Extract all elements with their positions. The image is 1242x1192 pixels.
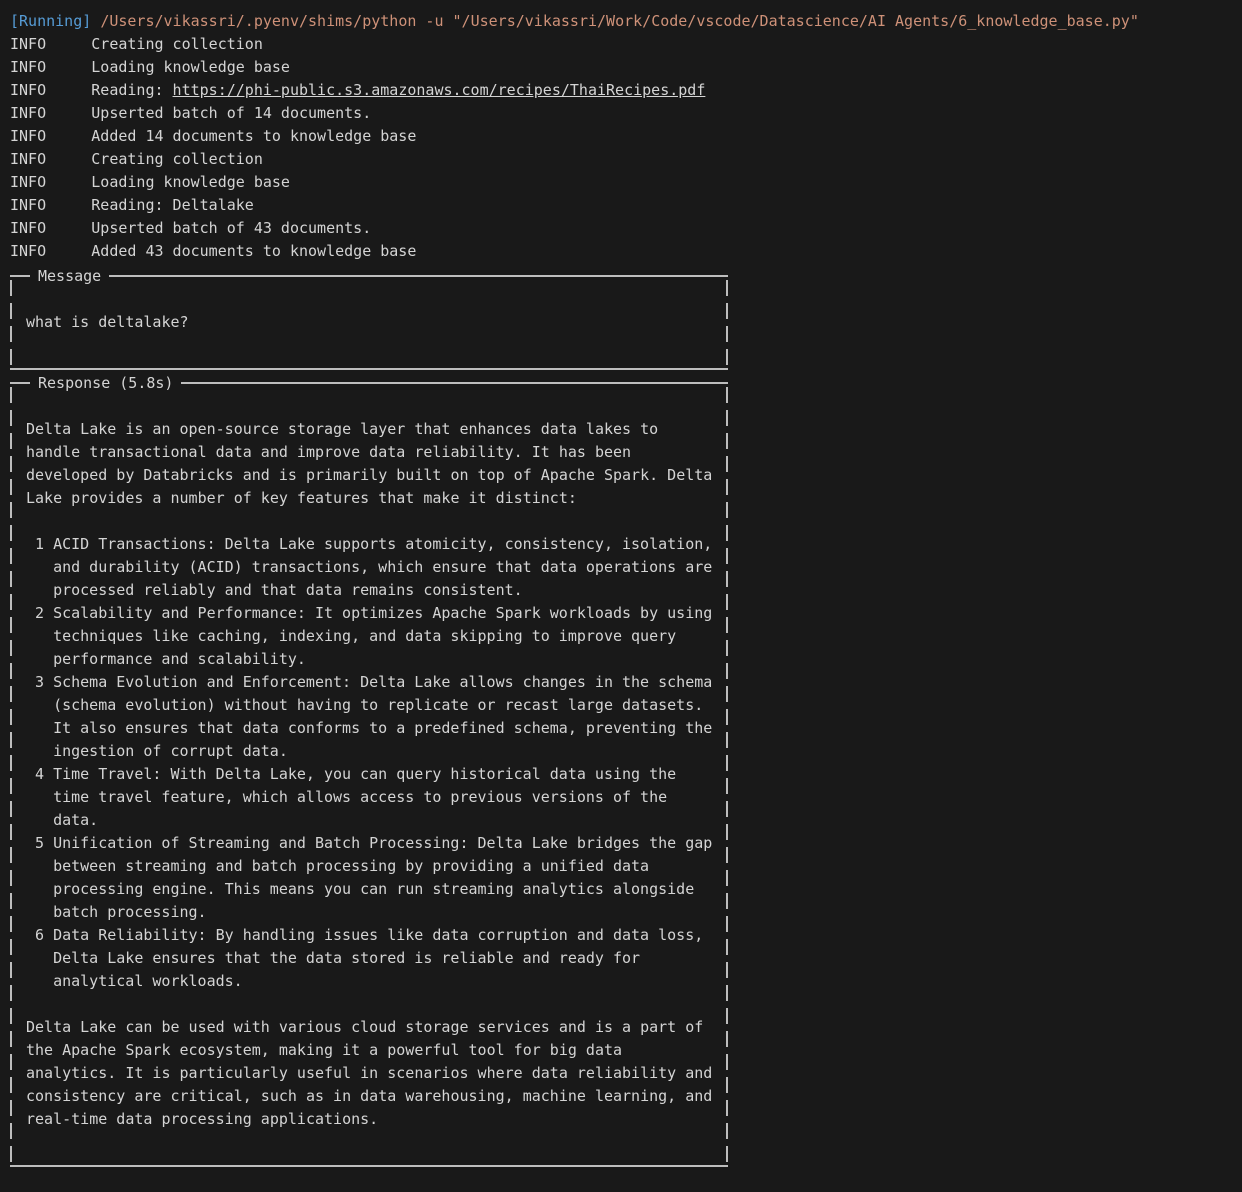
log-level-label: INFO: [10, 219, 47, 237]
response-panel-title: Response (5.8s): [30, 372, 181, 395]
log-line: [10, 33, 1242, 56]
list-item: [26, 832, 712, 924]
log-message: Added 43 documents to knowledge base: [91, 242, 417, 260]
log-level-label: INFO: [10, 150, 47, 168]
log-level-label: INFO: [10, 104, 47, 122]
log-level-label: INFO: [10, 58, 47, 76]
log-level-label: INFO: [10, 127, 47, 145]
log-message: Added 14 documents to knowledge base: [91, 127, 417, 145]
running-status-badge: [Running]: [10, 12, 92, 30]
list-item-number: 5: [35, 834, 45, 852]
log-level-label: INFO: [10, 242, 47, 260]
log-level-label: INFO: [10, 35, 47, 53]
log-level-label: INFO: [10, 173, 47, 191]
list-item-text: Time Travel: With Delta Lake, you can query historical data using the time travel feature, which allows access to previous versions of the data.: [53, 765, 677, 829]
response-intro: Delta Lake is an open-source storage layer that enhances data lakes to handle transactional data and improve data reliability. It has been developed by Databricks and is primarily built on top of Apache Spark. Delta Lake provides a number of key features that make it distinct:: [26, 420, 713, 507]
list-item-number: 3: [35, 673, 45, 691]
log-message: Upserted batch of 43 documents.: [91, 219, 372, 237]
list-item-text: Scalability and Performance: It optimizes Apache Spark workloads by using techniques like caching, indexing, and data skipping to improve query performance and scalability.: [53, 604, 713, 668]
list-item-text: Unification of Streaming and Batch Processing: Delta Lake bridges the gap between streaming and batch processing by providing a unified data processing engine. This means you can run streaming analytics alongside batch processing.: [53, 834, 713, 921]
message-text: what is deltalake?: [26, 313, 189, 331]
log-line: [10, 56, 1242, 79]
log-message: Creating collection: [91, 150, 263, 168]
log-line: [10, 217, 1242, 240]
log-line: [10, 102, 1242, 125]
message-panel: [10, 267, 728, 370]
log-message: Reading:: [91, 81, 173, 99]
list-item-text: Schema Evolution and Enforcement: Delta Lake allows changes in the schema (schema evolution) without having to replicate or recast large datasets. It also ensures that data conforms to a predefined schema, preventing the ingestion of corrupt data.: [53, 673, 713, 760]
log-message: Reading: Deltalake: [91, 196, 254, 214]
response-outro: Delta Lake can be used with various cloud storage services and is a part of the Apache Spark ecosystem, making it a powerful tool for big data analytics. It is particularly useful in scenarios where data reliability and consistency are critical, such as in data warehousing, machine learning, and real-time data processing applications.: [26, 1018, 713, 1128]
list-item-number: 2: [35, 604, 45, 622]
log-line: [10, 240, 1242, 263]
response-panel: [10, 374, 728, 1167]
message-panel-title: Message: [30, 265, 109, 288]
log-line: [10, 79, 1242, 102]
log-message: Creating collection: [91, 35, 263, 53]
list-item: [26, 763, 712, 832]
feature-list: [26, 533, 712, 993]
run-command-line: [10, 10, 1242, 33]
log-level-label: INFO: [10, 81, 47, 99]
log-line: [10, 194, 1242, 217]
log-line: [10, 125, 1242, 148]
list-item: [26, 602, 712, 671]
log-message: Loading knowledge base: [91, 173, 290, 191]
list-item-number: 4: [35, 765, 45, 783]
log-message: Loading knowledge base: [91, 58, 290, 76]
log-message: Upserted batch of 14 documents.: [91, 104, 372, 122]
log-level-label: INFO: [10, 196, 47, 214]
log-line: [10, 148, 1242, 171]
list-item-text: Data Reliability: By handling issues like data corruption and data loss, Delta Lake ensures that the data stored is reliable and ready for analytical workloads.: [53, 926, 704, 990]
log-line: [10, 171, 1242, 194]
terminal-output: [10, 10, 1242, 1167]
list-item: [26, 924, 712, 993]
list-item: [26, 533, 712, 602]
list-item-number: 6: [35, 926, 45, 944]
list-item: [26, 671, 712, 763]
list-item-text: ACID Transactions: Delta Lake supports atomicity, consistency, isolation, and durability (ACID) transactions, which ensure that data operations are processed reliably and that data remains consistent.: [53, 535, 713, 599]
run-command-text: /Users/vikassri/.pyenv/shims/python -u "/Users/vikassri/Work/Code/vscode/Datascience/AI Agents/6_knowledge_base.py": [100, 12, 1139, 30]
recipes-pdf-link[interactable]: https://phi-public.s3.amazonaws.com/recipes/ThaiRecipes.pdf: [172, 81, 706, 99]
list-item-number: 1: [35, 535, 45, 553]
